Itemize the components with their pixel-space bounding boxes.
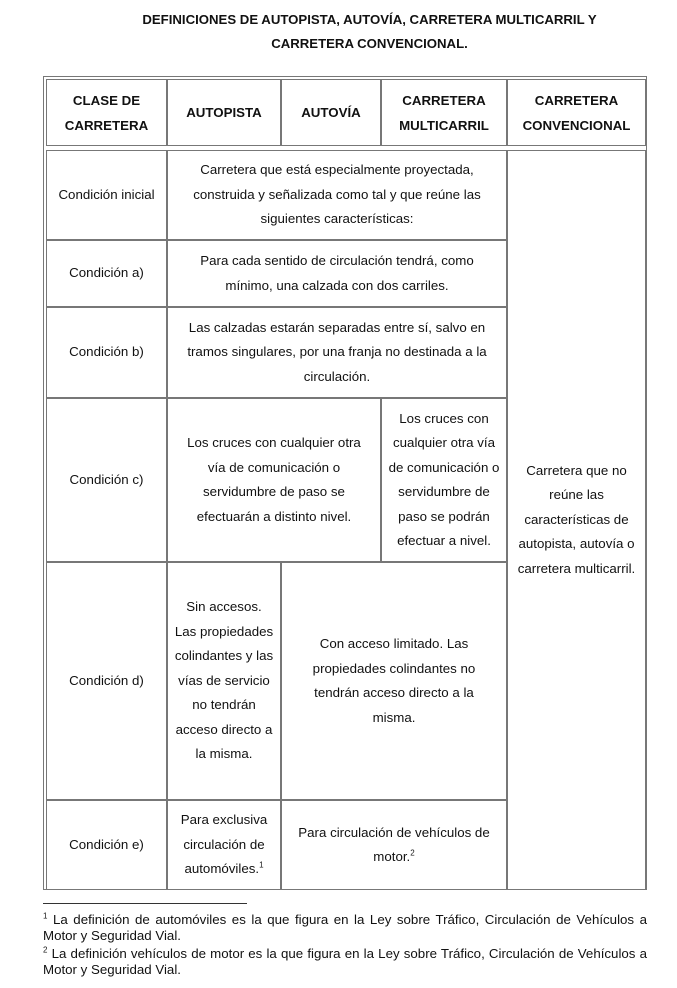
cell-e-autovia-multicarril: [281, 800, 507, 890]
cell-e-autovia-multicarril-text: Para circulación de vehículos de motor.: [298, 824, 490, 864]
footnote-2-text: La definición vehículos de motor es la que figura en la Ley sobre Tráfico, Circulación de Vehículos a Motor y Seguridad Vial.: [43, 946, 647, 977]
footnote-ref-2: 2: [410, 848, 415, 858]
header-convencional: CARRETERA CONVENCIONAL: [507, 79, 646, 146]
document-title: [0, 8, 677, 56]
cell-b: Las calzadas estarán separadas entre sí, salvo en tramos singulares, por una franja no destinada a la circulación.: [167, 307, 507, 398]
header-clase: CLASE DE CARRETERA: [46, 79, 167, 146]
cell-c-autopista-autovia: Los cruces con cualquier otra vía de comunicación o servidumbre de paso se efectuarán a distinto nivel.: [167, 398, 381, 562]
footnote-2-mark: 2: [43, 945, 48, 955]
cell-convencional: Carretera que no reúne las características de autopista, autovía o carretera multicarril.: [507, 150, 646, 890]
header-autopista: AUTOPISTA: [167, 79, 281, 146]
cell-e-autopista-text: Para exclusiva circulación de automóviles.: [180, 812, 268, 877]
title-line-1: DEFINICIONES DE AUTOPISTA, AUTOVÍA, CARRETERA MULTICARRIL Y: [142, 12, 597, 27]
row-label-inicial: Condición inicial: [46, 150, 167, 240]
cell-inicial: Carretera que está especialmente proyectada, construida y señalizada como tal y que reúne las siguientes características:: [167, 150, 507, 240]
cell-e-autopista: [167, 800, 281, 890]
row-label-a: Condición a): [46, 240, 167, 307]
row-label-b: Condición b): [46, 307, 167, 398]
footnote-divider: [43, 903, 247, 904]
header-multicarril: CARRETERA MULTICARRIL: [381, 79, 507, 146]
header-autovia: AUTOVÍA: [281, 79, 381, 146]
title-line-2: CARRETERA CONVENCIONAL.: [271, 36, 468, 51]
footnote-1-text: La definición de automóviles es la que figura en la Ley sobre Tráfico, Circulación de Vehículos a Motor y Seguridad Vial.: [43, 912, 647, 943]
row-label-c: Condición c): [46, 398, 167, 562]
footnote-1-mark: 1: [43, 911, 48, 921]
footnote-2: [43, 946, 647, 978]
cell-d-autopista: Sin accesos. Las propiedades colindantes y las vías de servicio no tendrán acceso directo a la misma.: [167, 562, 281, 800]
cell-d-autovia-multicarril: Con acceso limitado. Las propiedades colindantes no tendrán acceso directo a la misma.: [281, 562, 507, 800]
definitions-table: [43, 76, 647, 890]
footnote-ref-1: 1: [259, 860, 264, 870]
row-label-d: Condición d): [46, 562, 167, 800]
cell-c-multicarril: Los cruces con cualquier otra vía de comunicación o servidumbre de paso se podrán efectuar a nivel.: [381, 398, 507, 562]
cell-a: Para cada sentido de circulación tendrá, como mínimo, una calzada con dos carriles.: [167, 240, 507, 307]
footnote-1: [43, 912, 647, 944]
row-label-e: Condición e): [46, 800, 167, 890]
